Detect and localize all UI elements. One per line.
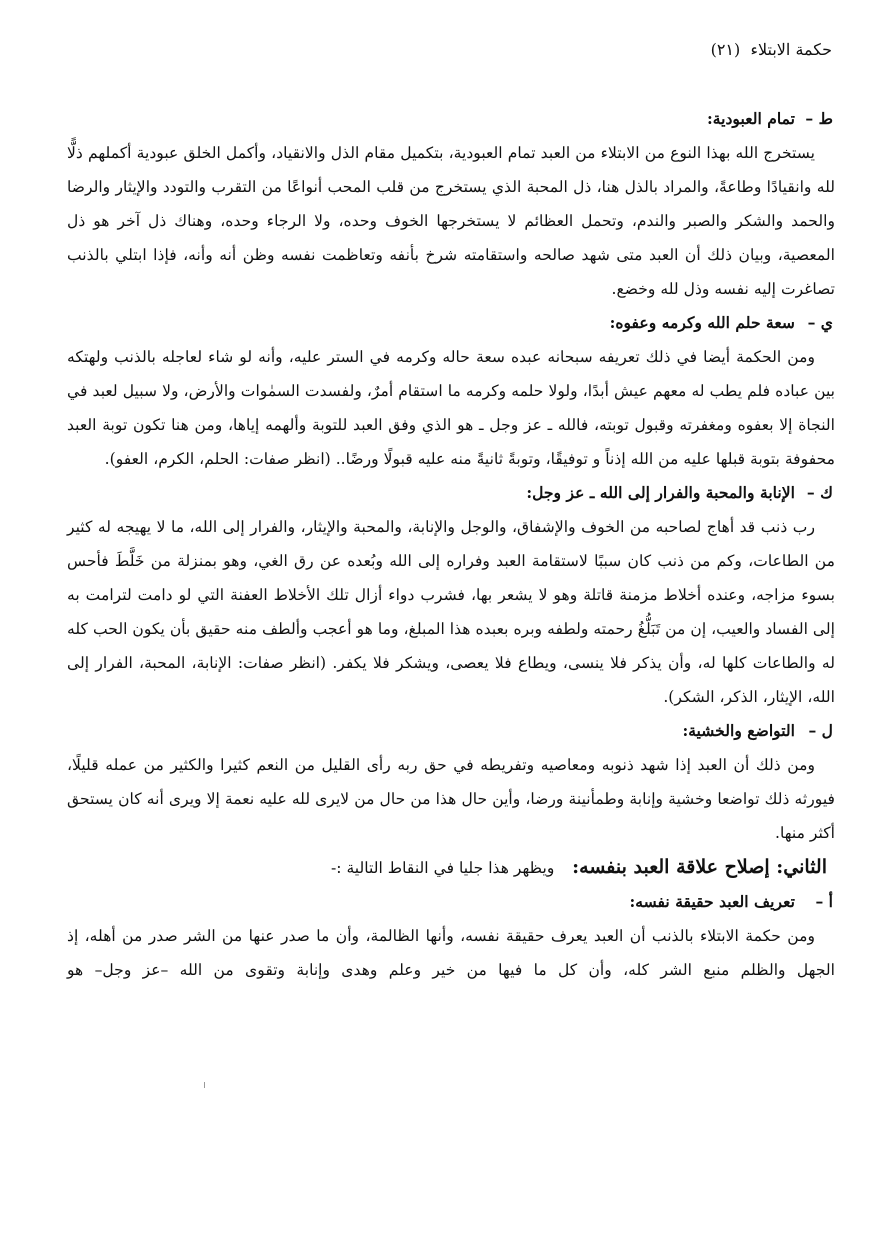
subheading-title: الإنابة والمحبة والفرار إلى الله ـ عز وجل: — [526, 483, 795, 502]
subheading — [67, 102, 835, 136]
paragraph: يستخرج الله بهذا النوع من الابتلاء من العبد تمام العبودية، بتكميل مقام الذل والانقياد، وأكمل الخلق عبودية أكملهم ذلًّا لله وانقيادًا وطاعةً، والمراد بالذل هنا، ذل المحبة الذي يستخرج من قلب المحب أنواعًا من التقرب والتودد والإيثار والرضا والحمد والشكر والصبر والندم، وتحمل العظائم لا يستخرجها الخوف وحده، ولا الرجاء وحده، وهناك ذل آخر هو ذل المعصية، وبيان ذلك أن العبد متى شهد صالحه واستقامته شرخ بأنفه وتعاظمت نفسه وظن أنه وأنه، فإذا ابتلي بالذنب تصاغرت إليه نفسه وذل لله وخضع. — [67, 144, 835, 298]
subheading-marker: ط – — [805, 109, 833, 128]
section-heading-note: ويظهر هذا جليا في النقاط التالية :- — [330, 859, 555, 877]
section-heading — [67, 850, 835, 885]
subheading-title: تمام العبودية: — [707, 109, 795, 128]
subheading — [67, 476, 835, 510]
paragraph: ومن ذلك أن العبد إذا شهد ذنوبه ومعاصيه وتفريطه في حق ربه رأى القليل من النعم كثيرا والكثير من عمله قليلًا، فيورثه ذلك تواضعا وخشية وإنابة وطمأنينة ورضا، وأين حال هذا من حال من لايرى لله عليه نعمة إلا ويرى أنه كان يستحق أكثر منها. — [67, 756, 835, 842]
subheading-marker: ي – — [807, 313, 833, 332]
stray-mark — [204, 1082, 205, 1088]
subheading — [67, 714, 835, 748]
header-title: حكمة الابتلاء — [750, 40, 832, 59]
subheading-title: تعريف العبد حقيقة نفسه: — [629, 892, 795, 911]
paragraph: ومن الحكمة أيضا في ذلك تعريفه سبحانه عبده سعة حاله وكرمه في الستر عليه، وأنه لو شاء لعاجله بالذنب ولهتكه بين عباده فلم يطب له معهم عيش أبدًا، ولولا حلمه وكرمه ما استقام أمرٌ، ولفسدت السمٰوات والأرض، ولا سبيل لعبد في النجاة إلا بعفوه ومغفرته وقبول توبته، فالله ـ عز وجل ـ هو الذي وفق العبد للتوبة وألهمه إياها، ومن هنا تكون توبة العبد محفوفة بتوبة قبلها عليه من الله إذناً و توفيقًا، وتوبةً ثانيةً منه عليه قبولًا ورضًا.. (انظر صفات: الحلم، الكرم، العفو). — [67, 348, 835, 468]
subheading-marker: أ – — [815, 892, 833, 911]
subheading-title: سعة حلم الله وكرمه وعفوه: — [609, 313, 795, 332]
subheading-title: التواضع والخشية: — [682, 721, 795, 740]
paragraph: رب ذنب قد أهاج لصاحبه من الخوف والإشفاق، والوجل والإنابة، والمحبة والإيثار، والفرار إلى الله، ما لا يهيجه له كثير من الطاعات، وكم من ذنب كان سببًا لاستقامة العبد وفراره إلى الله وبُعده عن رق الغي، وهو بمنزلة من خَلَّطَ فأحس بسوء مزاجه، وعنده أخلاط مزمنة قاتلة وهو لا يشعر بها، فشرب دواء أزال تلك الأخلاط العفنة التي لو دامت لترامت به إلى الفساد والعيب، إن من تَبَلُّغُ رحمته ولطفه وبره بعبده هذا المبلغ، وما هو أعجب وألطف منه حقيق بأن يكون الحب كله له والطاعات كلها له، وأن يذكر فلا ينسى، ويطاع فلا يعصى، ويشكر فلا يكفر. (انظر صفات: الإنابة، المحبة، الفرار إلى الله، الإيثار، الذكر، الشكر). — [67, 518, 835, 706]
subheading — [67, 306, 835, 340]
page-number: (٢١) — [710, 40, 741, 59]
subheading-marker: ك – — [806, 483, 833, 502]
subheading-marker: ل – — [808, 721, 833, 740]
page-body — [67, 102, 835, 987]
paragraph: ومن حكمة الابتلاء بالذنب أن العبد يعرف حقيقة نفسه، وأنها الظالمة، وأن ما صدر عنها من الشر صدر من أهله، إذ الجهل والظلم منبع الشر كله، وأن كل ما فيها من خير وعلم وهدى وإنابة وتقوى من الله –عز وجل– هو — [67, 927, 835, 979]
subheading — [67, 885, 835, 919]
section-heading-lead: الثاني: إصلاح علاقة العبد بنفسه: — [572, 856, 827, 878]
running-header — [711, 40, 832, 59]
